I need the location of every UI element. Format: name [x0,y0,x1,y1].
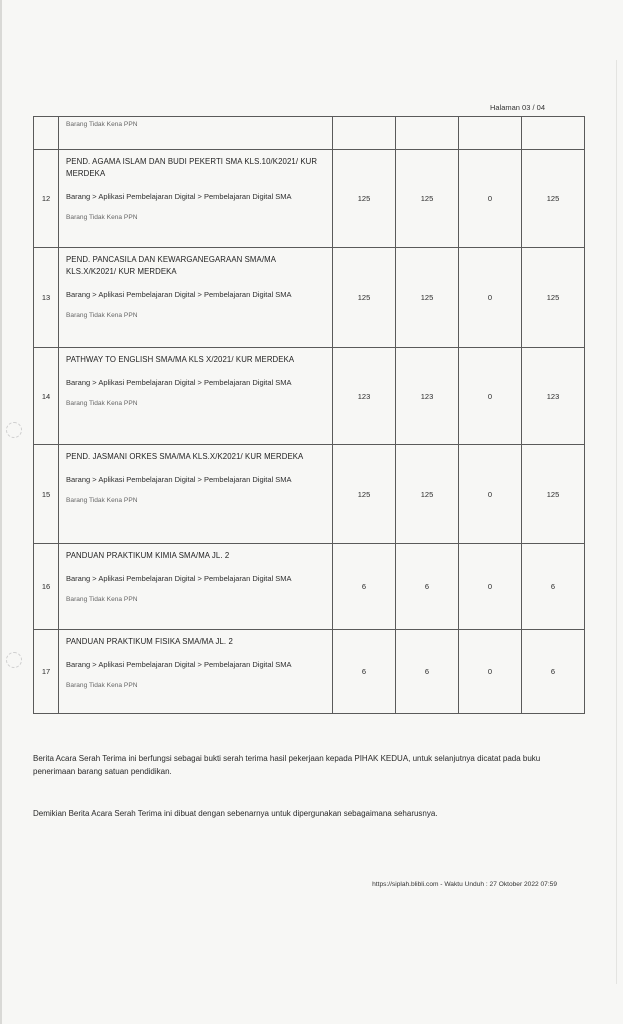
table-row [34,445,585,544]
table-row [34,630,585,714]
item-description-cell [59,248,333,348]
item-category-path: Barang > Aplikasi Pembelajaran Digital > Pembelajaran Digital SMA [66,475,292,484]
quantity-value: 0 [459,150,522,248]
page-left-edge [0,0,2,1024]
quantity-value: 125 [333,445,396,544]
item-description-cell [59,445,333,544]
table-row [34,544,585,630]
quantity-value: 6 [333,630,396,714]
row-number: 15 [34,445,59,544]
quantity-value: 125 [522,445,585,544]
item-title: PEND. PANCASILA DAN KEWARGANEGARAAN SMA/MA KLS.X/K2021/ KUR MERDEKA [66,255,276,276]
item-title: PEND. AGAMA ISLAM DAN BUDI PEKERTI SMA KLS.10/K2021/ KUR MERDEKA [66,157,318,178]
table-row [34,117,585,150]
item-category-path: Barang > Aplikasi Pembelajaran Digital > Pembelajaran Digital SMA [66,378,292,387]
quantity-value: 123 [333,348,396,445]
item-description-cell [59,630,333,714]
item-description-cell [59,117,333,150]
row-number: 14 [34,348,59,445]
table-row [34,348,585,445]
quantity-value: 125 [522,150,585,248]
quantity-value: 6 [333,544,396,630]
quantity-value: 125 [333,150,396,248]
item-title: PANDUAN PRAKTIKUM FISIKA SMA/MA JL. 2 [66,637,233,646]
item-description-cell [59,150,333,248]
tax-status: Barang Tidak Kena PPN [66,214,138,221]
download-footer: https://siplah.blibli.com - Waktu Unduh : 27 Oktober 2022 07:59 [372,881,557,888]
quantity-value: 0 [459,544,522,630]
quantity-value: 6 [396,630,459,714]
row-number: 16 [34,544,59,630]
quantity-value: 0 [459,248,522,348]
row-number: 17 [34,630,59,714]
quantity-value: 6 [522,544,585,630]
tax-status: Barang Tidak Kena PPN [66,312,138,319]
quantity-value: 125 [396,150,459,248]
quantity-value: 0 [459,348,522,445]
quantity-cell [396,117,459,150]
tax-status: Barang Tidak Kena PPN [66,121,138,128]
statement-paragraph: Berita Acara Serah Terima ini berfungsi sebagai bukti serah terima hasil pekerjaan kepada PIHAK KEDUA, untuk selanjutnya dicatat pada buku penerimaan barang satuan pendidikan. [33,754,541,776]
item-category-path: Barang > Aplikasi Pembelajaran Digital > Pembelajaran Digital SMA [66,192,292,201]
row-number: 13 [34,248,59,348]
item-title: PANDUAN PRAKTIKUM KIMIA SMA/MA JL. 2 [66,551,230,560]
item-description-cell [59,544,333,630]
item-title: PATHWAY TO ENGLISH SMA/MA KLS X/2021/ KUR MERDEKA [66,355,295,364]
table-body [34,150,585,714]
tax-status: Barang Tidak Kena PPN [66,497,138,504]
quantity-value: 125 [522,248,585,348]
page-number: Halaman 03 / 04 [489,103,545,112]
quantity-value: 6 [522,630,585,714]
tax-status: Barang Tidak Kena PPN [66,400,138,407]
quantity-cell [522,117,585,150]
tax-status: Barang Tidak Kena PPN [66,596,138,603]
quantity-value: 6 [396,544,459,630]
row-number: 12 [34,150,59,248]
row-number-cell [34,117,59,150]
item-category-path: Barang > Aplikasi Pembelajaran Digital > Pembelajaran Digital SMA [66,660,292,669]
items-table [33,116,585,714]
quantity-value: 0 [459,630,522,714]
page-right-edge [616,60,617,984]
table-row [34,248,585,348]
quantity-value: 125 [333,248,396,348]
quantity-value: 123 [396,348,459,445]
quantity-cell [333,117,396,150]
faint-stamp-mark [6,422,22,438]
table-row [34,150,585,248]
quantity-value: 123 [522,348,585,445]
closing-paragraph: Demikian Berita Acara Serah Terima ini dibuat dengan sebenarnya untuk dipergunakan sebagaimana seharusnya. [33,809,438,818]
item-description-cell [59,348,333,445]
quantity-cell [459,117,522,150]
faint-stamp-mark [6,652,22,668]
item-title: PEND. JASMANI ORKES SMA/MA KLS.X/K2021/ KUR MERDEKA [66,452,304,461]
quantity-value: 125 [396,248,459,348]
item-category-path: Barang > Aplikasi Pembelajaran Digital > Pembelajaran Digital SMA [66,290,292,299]
tax-status: Barang Tidak Kena PPN [66,682,138,689]
quantity-value: 125 [396,445,459,544]
item-category-path: Barang > Aplikasi Pembelajaran Digital > Pembelajaran Digital SMA [66,574,292,583]
quantity-value: 0 [459,445,522,544]
